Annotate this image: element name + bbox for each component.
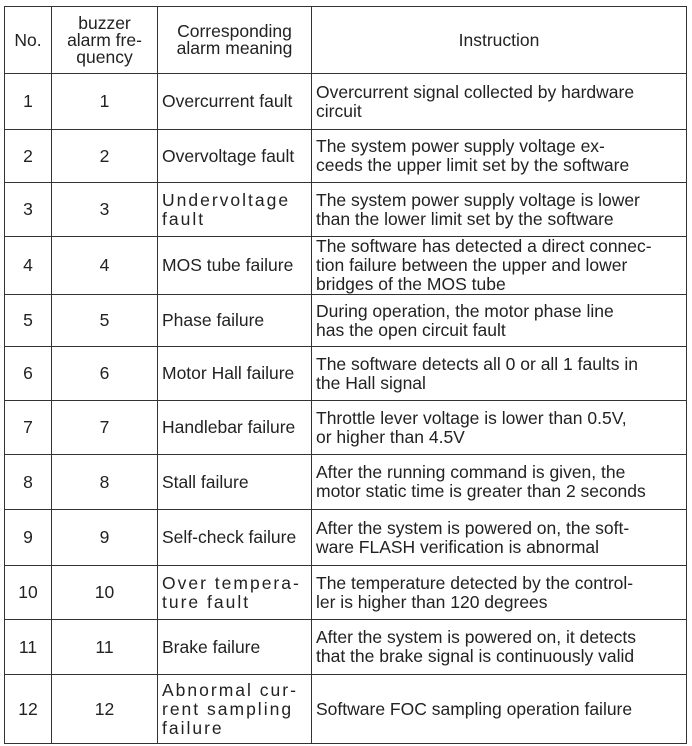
table-row [5, 510, 687, 566]
cell-instruction: The temperature detected by the control- ler is higher than 120 degrees [312, 566, 687, 620]
cell-no: 8 [5, 455, 52, 510]
cell-no: 3 [5, 183, 52, 237]
cell-frequency: 9 [52, 510, 158, 566]
cell-no: 7 [5, 401, 52, 455]
table-row [5, 675, 687, 744]
cell-frequency: 6 [52, 347, 158, 401]
cell-no: 5 [5, 295, 52, 347]
cell-no: 6 [5, 347, 52, 401]
table-row [5, 74, 687, 130]
cell-meaning: MOS tube failure [158, 237, 312, 295]
cell-no: 9 [5, 510, 52, 566]
cell-instruction: During operation, the motor phase line has the open circuit fault [312, 295, 687, 347]
cell-instruction: Throttle lever voltage is lower than 0.5V, or higher than 4.5V [312, 401, 687, 455]
cell-no: 2 [5, 130, 52, 183]
table-row [5, 347, 687, 401]
cell-meaning: Overvoltage fault [158, 130, 312, 183]
cell-meaning: Over tempera- ture fault [158, 566, 312, 620]
cell-frequency: 2 [52, 130, 158, 183]
cell-instruction: After the system is powered on, the soft- ware FLASH verification is abnormal [312, 510, 687, 566]
cell-frequency: 8 [52, 455, 158, 510]
cell-instruction: The software detects all 0 or all 1 faults in the Hall signal [312, 347, 687, 401]
cell-no: 4 [5, 237, 52, 295]
alarm-table [4, 6, 687, 744]
cell-instruction: Overcurrent signal collected by hardware circuit [312, 74, 687, 130]
cell-frequency: 12 [52, 675, 158, 744]
cell-meaning: Brake failure [158, 620, 312, 675]
cell-instruction: The system power supply voltage is lower than the lower limit set by the software [312, 183, 687, 237]
cell-frequency: 7 [52, 401, 158, 455]
table-row [5, 295, 687, 347]
table-row [5, 455, 687, 510]
cell-meaning: Motor Hall failure [158, 347, 312, 401]
cell-frequency: 1 [52, 74, 158, 130]
cell-no: 11 [5, 620, 52, 675]
table-row [5, 237, 687, 295]
cell-meaning: Abnormal cur- rent sampling failure [158, 675, 312, 744]
cell-meaning: Handlebar failure [158, 401, 312, 455]
header-row [5, 7, 687, 74]
cell-meaning: Phase failure [158, 295, 312, 347]
cell-instruction: The system power supply voltage ex- ceeds the upper limit set by the software [312, 130, 687, 183]
cell-frequency: 11 [52, 620, 158, 675]
cell-no: 10 [5, 566, 52, 620]
cell-instruction: After the system is powered on, it detects that the brake signal is continuously valid [312, 620, 687, 675]
cell-frequency: 5 [52, 295, 158, 347]
table-row [5, 620, 687, 675]
cell-meaning: Undervoltage fault [158, 183, 312, 237]
table-row [5, 183, 687, 237]
cell-meaning: Self-check failure [158, 510, 312, 566]
cell-meaning: Stall failure [158, 455, 312, 510]
cell-no: 12 [5, 675, 52, 744]
cell-instruction: After the running command is given, the motor static time is greater than 2 seconds [312, 455, 687, 510]
header-meaning: Corresponding alarm meaning [158, 7, 312, 74]
cell-instruction: Software FOC sampling operation failure [312, 675, 687, 744]
header-no: No. [5, 7, 52, 74]
header-frequency: buzzer alarm fre- quency [52, 7, 158, 74]
table-row [5, 130, 687, 183]
table-row [5, 401, 687, 455]
cell-frequency: 3 [52, 183, 158, 237]
table-row [5, 566, 687, 620]
cell-instruction: The software has detected a direct connec- tion failure between the upper and lower bridges of the MOS tube [312, 237, 687, 295]
cell-meaning: Overcurrent fault [158, 74, 312, 130]
header-instruction: Instruction [312, 7, 687, 74]
cell-frequency: 4 [52, 237, 158, 295]
cell-frequency: 10 [52, 566, 158, 620]
cell-no: 1 [5, 74, 52, 130]
